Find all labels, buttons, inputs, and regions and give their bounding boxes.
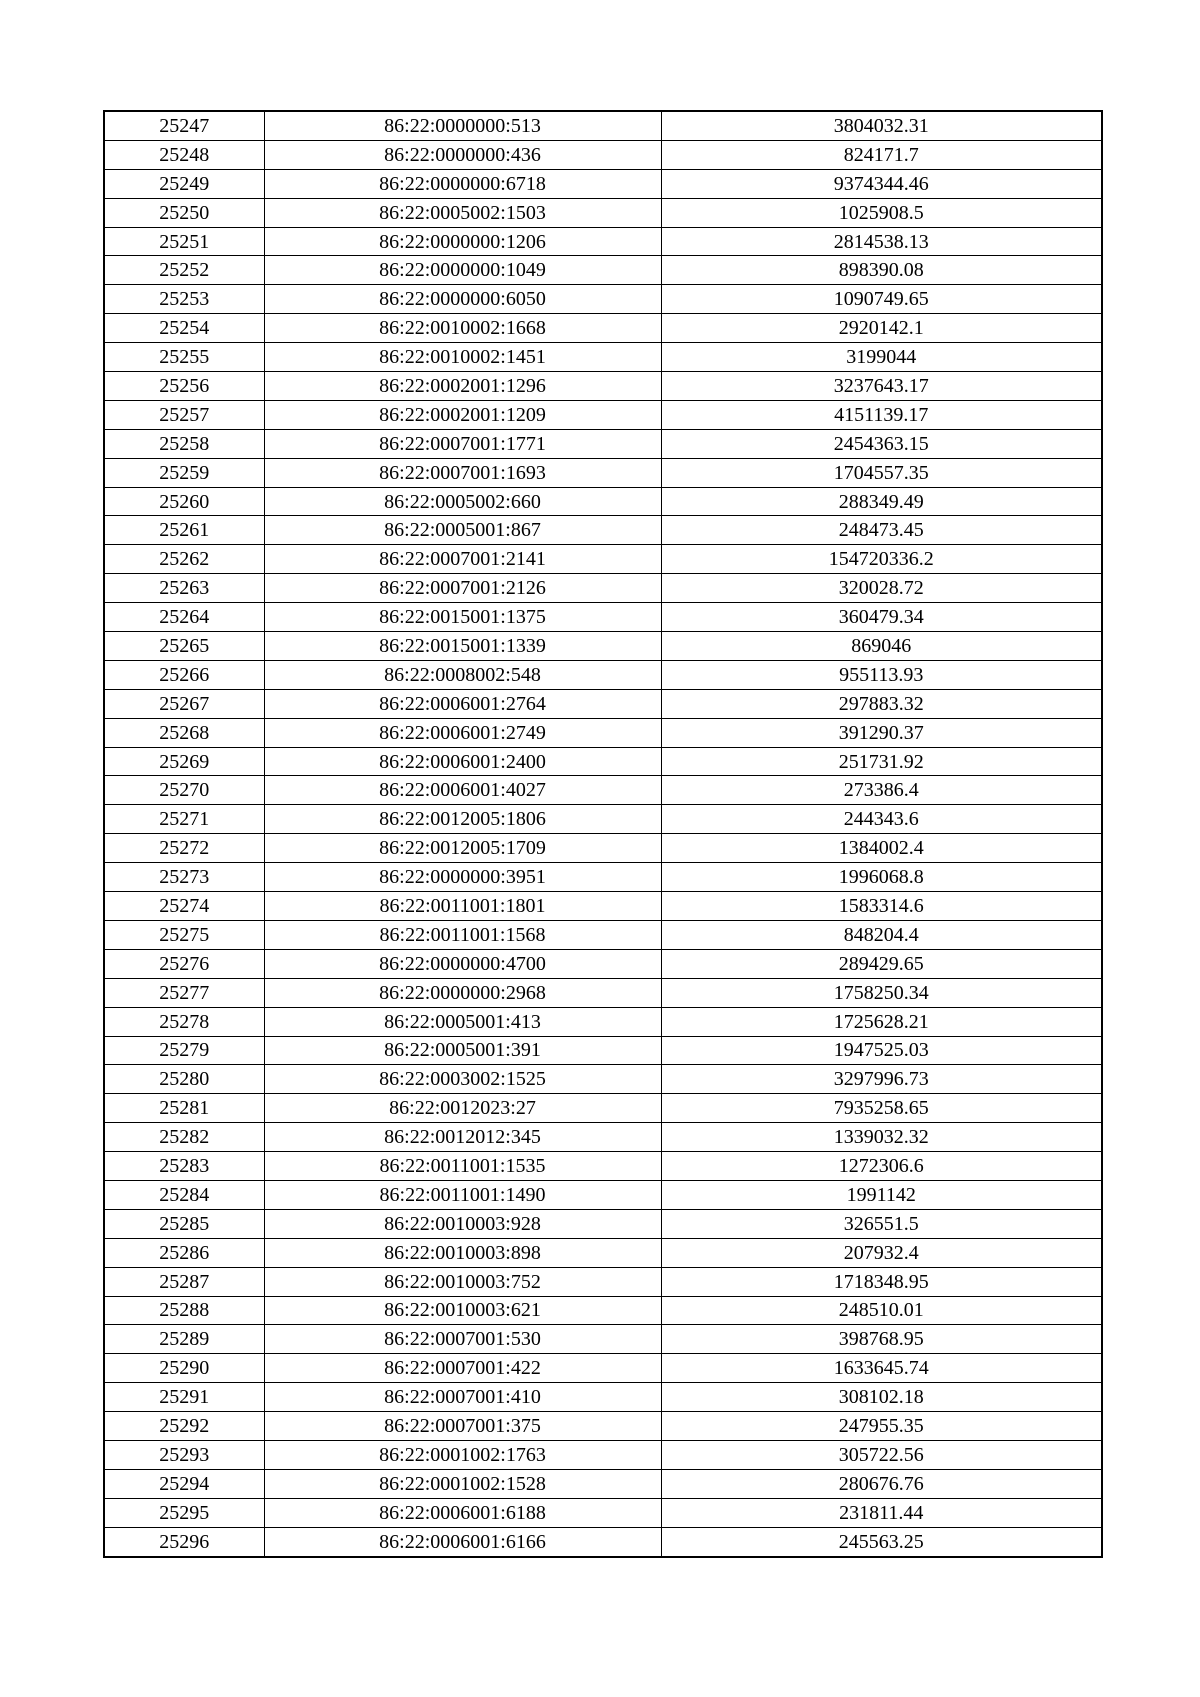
table-row xyxy=(104,545,1102,574)
row-number-cell: 25295 xyxy=(104,1498,264,1527)
table-row xyxy=(104,1123,1102,1152)
value-cell: 898390.08 xyxy=(661,256,1102,285)
value-cell: 280676.76 xyxy=(661,1469,1102,1498)
table-row xyxy=(104,227,1102,256)
row-number-cell: 25270 xyxy=(104,776,264,805)
value-cell: 3297996.73 xyxy=(661,1065,1102,1094)
table-row xyxy=(104,314,1102,343)
value-cell: 869046 xyxy=(661,632,1102,661)
row-number-cell: 25279 xyxy=(104,1036,264,1065)
row-number-cell: 25281 xyxy=(104,1094,264,1123)
row-number-cell: 25255 xyxy=(104,343,264,372)
value-cell: 154720336.2 xyxy=(661,545,1102,574)
table-row xyxy=(104,978,1102,1007)
table-row xyxy=(104,1065,1102,1094)
table-row xyxy=(104,372,1102,401)
value-cell: 4151139.17 xyxy=(661,400,1102,429)
row-number-cell: 25287 xyxy=(104,1267,264,1296)
cadastral-number-cell: 86:22:0015001:1339 xyxy=(264,632,661,661)
value-cell: 955113.93 xyxy=(661,660,1102,689)
table-row xyxy=(104,1296,1102,1325)
row-number-cell: 25275 xyxy=(104,920,264,949)
cadastral-number-cell: 86:22:0005001:867 xyxy=(264,516,661,545)
table-row xyxy=(104,169,1102,198)
value-cell: 326551.5 xyxy=(661,1209,1102,1238)
value-cell: 1633645.74 xyxy=(661,1354,1102,1383)
row-number-cell: 25266 xyxy=(104,660,264,689)
table-row xyxy=(104,632,1102,661)
value-cell: 289429.65 xyxy=(661,949,1102,978)
row-number-cell: 25268 xyxy=(104,718,264,747)
data-table xyxy=(103,110,1103,1558)
table-row xyxy=(104,1238,1102,1267)
table-row xyxy=(104,603,1102,632)
table-row xyxy=(104,834,1102,863)
cadastral-number-cell: 86:22:0010002:1668 xyxy=(264,314,661,343)
table-row xyxy=(104,1469,1102,1498)
row-number-cell: 25263 xyxy=(104,574,264,603)
cadastral-number-cell: 86:22:0000000:513 xyxy=(264,111,661,140)
row-number-cell: 25293 xyxy=(104,1440,264,1469)
cadastral-number-cell: 86:22:0001002:1763 xyxy=(264,1440,661,1469)
row-number-cell: 25253 xyxy=(104,285,264,314)
value-cell: 1339032.32 xyxy=(661,1123,1102,1152)
cadastral-number-cell: 86:22:0006001:4027 xyxy=(264,776,661,805)
cadastral-number-cell: 86:22:0006001:2749 xyxy=(264,718,661,747)
cadastral-number-cell: 86:22:0006001:6188 xyxy=(264,1498,661,1527)
cadastral-number-cell: 86:22:0007001:1771 xyxy=(264,429,661,458)
table-row xyxy=(104,1007,1102,1036)
cadastral-number-cell: 86:22:0000000:1206 xyxy=(264,227,661,256)
value-cell: 207932.4 xyxy=(661,1238,1102,1267)
cadastral-number-cell: 86:22:0010003:621 xyxy=(264,1296,661,1325)
row-number-cell: 25258 xyxy=(104,429,264,458)
table-row xyxy=(104,516,1102,545)
cadastral-number-cell: 86:22:0003002:1525 xyxy=(264,1065,661,1094)
value-cell: 248510.01 xyxy=(661,1296,1102,1325)
value-cell: 1090749.65 xyxy=(661,285,1102,314)
table-row xyxy=(104,487,1102,516)
cadastral-number-cell: 86:22:0005002:660 xyxy=(264,487,661,516)
table-row xyxy=(104,256,1102,285)
cadastral-number-cell: 86:22:0012012:345 xyxy=(264,1123,661,1152)
table-body xyxy=(104,111,1102,1557)
table-row xyxy=(104,285,1102,314)
row-number-cell: 25273 xyxy=(104,863,264,892)
value-cell: 9374344.46 xyxy=(661,169,1102,198)
row-number-cell: 25250 xyxy=(104,198,264,227)
table-row xyxy=(104,1527,1102,1556)
table-row xyxy=(104,429,1102,458)
table-row xyxy=(104,1440,1102,1469)
cadastral-number-cell: 86:22:0001002:1528 xyxy=(264,1469,661,1498)
value-cell: 248473.45 xyxy=(661,516,1102,545)
cadastral-number-cell: 86:22:0005001:391 xyxy=(264,1036,661,1065)
cadastral-number-cell: 86:22:0000000:6718 xyxy=(264,169,661,198)
cadastral-number-cell: 86:22:0011001:1801 xyxy=(264,892,661,921)
row-number-cell: 25280 xyxy=(104,1065,264,1094)
cadastral-number-cell: 86:22:0000000:4700 xyxy=(264,949,661,978)
cadastral-number-cell: 86:22:0007001:1693 xyxy=(264,458,661,487)
table-row xyxy=(104,1412,1102,1441)
value-cell: 3237643.17 xyxy=(661,372,1102,401)
cadastral-number-cell: 86:22:0012005:1709 xyxy=(264,834,661,863)
table-row xyxy=(104,920,1102,949)
cadastral-number-cell: 86:22:0010002:1451 xyxy=(264,343,661,372)
table-row xyxy=(104,776,1102,805)
cadastral-number-cell: 86:22:0000000:6050 xyxy=(264,285,661,314)
value-cell: 251731.92 xyxy=(661,747,1102,776)
row-number-cell: 25292 xyxy=(104,1412,264,1441)
value-cell: 7935258.65 xyxy=(661,1094,1102,1123)
table-row xyxy=(104,1325,1102,1354)
cadastral-number-cell: 86:22:0012023:27 xyxy=(264,1094,661,1123)
row-number-cell: 25252 xyxy=(104,256,264,285)
row-number-cell: 25288 xyxy=(104,1296,264,1325)
table-row xyxy=(104,1036,1102,1065)
cadastral-number-cell: 86:22:0011001:1535 xyxy=(264,1152,661,1181)
cadastral-number-cell: 86:22:0008002:548 xyxy=(264,660,661,689)
row-number-cell: 25284 xyxy=(104,1180,264,1209)
table-row xyxy=(104,718,1102,747)
value-cell: 288349.49 xyxy=(661,487,1102,516)
cadastral-number-cell: 86:22:0006001:2764 xyxy=(264,689,661,718)
cadastral-number-cell: 86:22:0000000:1049 xyxy=(264,256,661,285)
value-cell: 824171.7 xyxy=(661,140,1102,169)
row-number-cell: 25294 xyxy=(104,1469,264,1498)
table-row xyxy=(104,1498,1102,1527)
row-number-cell: 25254 xyxy=(104,314,264,343)
row-number-cell: 25285 xyxy=(104,1209,264,1238)
row-number-cell: 25256 xyxy=(104,372,264,401)
table-row xyxy=(104,343,1102,372)
row-number-cell: 25261 xyxy=(104,516,264,545)
value-cell: 1718348.95 xyxy=(661,1267,1102,1296)
cadastral-number-cell: 86:22:0010003:898 xyxy=(264,1238,661,1267)
cadastral-number-cell: 86:22:0012005:1806 xyxy=(264,805,661,834)
row-number-cell: 25249 xyxy=(104,169,264,198)
value-cell: 360479.34 xyxy=(661,603,1102,632)
row-number-cell: 25278 xyxy=(104,1007,264,1036)
cadastral-number-cell: 86:22:0007001:530 xyxy=(264,1325,661,1354)
table-row xyxy=(104,892,1102,921)
cadastral-number-cell: 86:22:0007001:2141 xyxy=(264,545,661,574)
table-row xyxy=(104,1180,1102,1209)
cadastral-number-cell: 86:22:0000000:2968 xyxy=(264,978,661,1007)
cadastral-number-cell: 86:22:0006001:2400 xyxy=(264,747,661,776)
table-row xyxy=(104,1383,1102,1412)
value-cell: 398768.95 xyxy=(661,1325,1102,1354)
row-number-cell: 25277 xyxy=(104,978,264,1007)
row-number-cell: 25267 xyxy=(104,689,264,718)
value-cell: 308102.18 xyxy=(661,1383,1102,1412)
row-number-cell: 25248 xyxy=(104,140,264,169)
table-row xyxy=(104,1209,1102,1238)
value-cell: 247955.35 xyxy=(661,1412,1102,1441)
row-number-cell: 25274 xyxy=(104,892,264,921)
table-row xyxy=(104,458,1102,487)
value-cell: 3804032.31 xyxy=(661,111,1102,140)
value-cell: 2814538.13 xyxy=(661,227,1102,256)
cadastral-number-cell: 86:22:0007001:2126 xyxy=(264,574,661,603)
cadastral-number-cell: 86:22:0002001:1296 xyxy=(264,372,661,401)
value-cell: 1583314.6 xyxy=(661,892,1102,921)
value-cell: 297883.32 xyxy=(661,689,1102,718)
table-row xyxy=(104,949,1102,978)
row-number-cell: 25251 xyxy=(104,227,264,256)
value-cell: 1384002.4 xyxy=(661,834,1102,863)
row-number-cell: 25269 xyxy=(104,747,264,776)
value-cell: 1704557.35 xyxy=(661,458,1102,487)
value-cell: 305722.56 xyxy=(661,1440,1102,1469)
table-row xyxy=(104,1094,1102,1123)
row-number-cell: 25291 xyxy=(104,1383,264,1412)
value-cell: 1725628.21 xyxy=(661,1007,1102,1036)
table-row xyxy=(104,1267,1102,1296)
table-row xyxy=(104,747,1102,776)
cadastral-number-cell: 86:22:0011001:1490 xyxy=(264,1180,661,1209)
cadastral-number-cell: 86:22:0007001:375 xyxy=(264,1412,661,1441)
row-number-cell: 25290 xyxy=(104,1354,264,1383)
value-cell: 2920142.1 xyxy=(661,314,1102,343)
value-cell: 320028.72 xyxy=(661,574,1102,603)
value-cell: 245563.25 xyxy=(661,1527,1102,1556)
row-number-cell: 25272 xyxy=(104,834,264,863)
cadastral-number-cell: 86:22:0007001:422 xyxy=(264,1354,661,1383)
table-row xyxy=(104,1354,1102,1383)
value-cell: 244343.6 xyxy=(661,805,1102,834)
value-cell: 1947525.03 xyxy=(661,1036,1102,1065)
value-cell: 2454363.15 xyxy=(661,429,1102,458)
row-number-cell: 25257 xyxy=(104,400,264,429)
row-number-cell: 25286 xyxy=(104,1238,264,1267)
cadastral-number-cell: 86:22:0000000:3951 xyxy=(264,863,661,892)
cadastral-number-cell: 86:22:0005002:1503 xyxy=(264,198,661,227)
value-cell: 273386.4 xyxy=(661,776,1102,805)
row-number-cell: 25282 xyxy=(104,1123,264,1152)
row-number-cell: 25259 xyxy=(104,458,264,487)
cadastral-number-cell: 86:22:0010003:752 xyxy=(264,1267,661,1296)
table-row xyxy=(104,805,1102,834)
value-cell: 1996068.8 xyxy=(661,863,1102,892)
value-cell: 391290.37 xyxy=(661,718,1102,747)
row-number-cell: 25283 xyxy=(104,1152,264,1181)
table-row xyxy=(104,400,1102,429)
cadastral-number-cell: 86:22:0007001:410 xyxy=(264,1383,661,1412)
value-cell: 3199044 xyxy=(661,343,1102,372)
row-number-cell: 25276 xyxy=(104,949,264,978)
row-number-cell: 25262 xyxy=(104,545,264,574)
table-row xyxy=(104,863,1102,892)
cadastral-number-cell: 86:22:0011001:1568 xyxy=(264,920,661,949)
table-row xyxy=(104,140,1102,169)
cadastral-number-cell: 86:22:0010003:928 xyxy=(264,1209,661,1238)
cadastral-number-cell: 86:22:0000000:436 xyxy=(264,140,661,169)
cadastral-number-cell: 86:22:0015001:1375 xyxy=(264,603,661,632)
value-cell: 231811.44 xyxy=(661,1498,1102,1527)
value-cell: 848204.4 xyxy=(661,920,1102,949)
cadastral-number-cell: 86:22:0005001:413 xyxy=(264,1007,661,1036)
row-number-cell: 25289 xyxy=(104,1325,264,1354)
value-cell: 1991142 xyxy=(661,1180,1102,1209)
row-number-cell: 25265 xyxy=(104,632,264,661)
table-row xyxy=(104,111,1102,140)
cadastral-number-cell: 86:22:0002001:1209 xyxy=(264,400,661,429)
row-number-cell: 25264 xyxy=(104,603,264,632)
value-cell: 1272306.6 xyxy=(661,1152,1102,1181)
table-row xyxy=(104,198,1102,227)
cadastral-number-cell: 86:22:0006001:6166 xyxy=(264,1527,661,1556)
table-row xyxy=(104,660,1102,689)
row-number-cell: 25260 xyxy=(104,487,264,516)
value-cell: 1025908.5 xyxy=(661,198,1102,227)
row-number-cell: 25296 xyxy=(104,1527,264,1556)
table-row xyxy=(104,1152,1102,1181)
row-number-cell: 25247 xyxy=(104,111,264,140)
value-cell: 1758250.34 xyxy=(661,978,1102,1007)
table-row xyxy=(104,689,1102,718)
table-row xyxy=(104,574,1102,603)
row-number-cell: 25271 xyxy=(104,805,264,834)
